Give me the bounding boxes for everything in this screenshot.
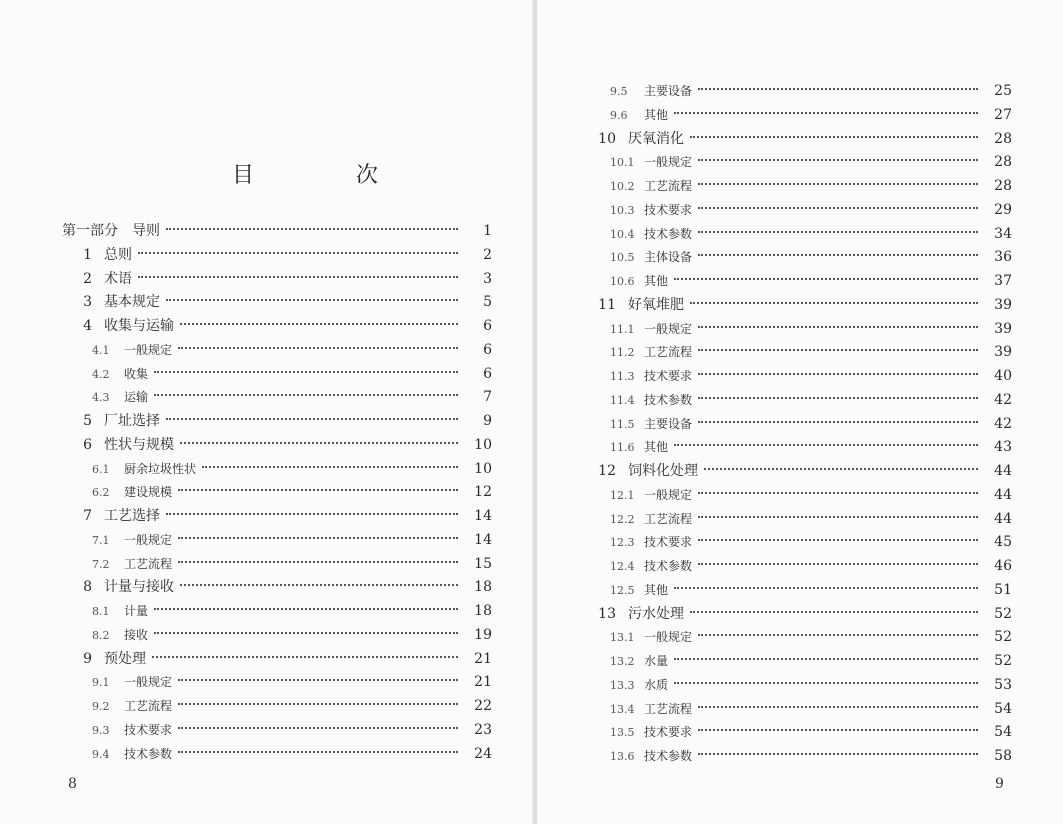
toc-entry[interactable] xyxy=(592,294,1012,318)
toc-entry-page: 12 xyxy=(474,484,492,501)
toc-entry-number: 10.6 xyxy=(610,275,635,288)
toc-title: 目 次 xyxy=(232,163,419,188)
toc-dot-leader xyxy=(674,658,978,660)
toc-entry-title: 其他 xyxy=(644,107,669,122)
toc-list-right xyxy=(592,80,1012,769)
toc-dot-leader xyxy=(138,252,458,254)
toc-entry-title: 一般规定 xyxy=(644,155,693,170)
toc-entry[interactable] xyxy=(62,719,492,743)
toc-entry-page: 34 xyxy=(994,225,1012,242)
toc-entry-page: 42 xyxy=(994,391,1012,408)
toc-entry-title: 技术参数 xyxy=(644,392,693,407)
toc-entry[interactable] xyxy=(592,318,1012,342)
toc-entry-title: 其他 xyxy=(644,274,669,288)
toc-entry[interactable] xyxy=(592,508,1012,532)
toc-dot-leader xyxy=(674,682,978,684)
toc-entry-title: 收集与运输 xyxy=(104,318,174,334)
toc-entry-page: 39 xyxy=(994,296,1012,313)
toc-dot-leader xyxy=(154,632,458,634)
toc-entry-title: 技术要求 xyxy=(644,369,693,383)
toc-entry-number: 12.4 xyxy=(610,560,635,573)
toc-entry[interactable] xyxy=(592,698,1012,722)
toc-entry-title: 预处理 xyxy=(104,650,146,667)
toc-entry-page: 23 xyxy=(474,721,492,738)
toc-entry-title: 厨余垃圾性状 xyxy=(124,461,197,476)
toc-entry-number: 9.6 xyxy=(610,108,628,122)
toc-entry[interactable] xyxy=(62,220,492,244)
toc-dot-leader xyxy=(152,656,458,658)
toc-entry-number: 10.2 xyxy=(610,180,635,193)
toc-entry-page: 40 xyxy=(994,368,1012,384)
toc-dot-leader xyxy=(674,444,978,446)
toc-entry-page: 39 xyxy=(994,344,1012,361)
toc-entry-number: 11.3 xyxy=(610,370,635,383)
toc-entry-title: 水量 xyxy=(644,654,669,668)
toc-entry-page: 28 xyxy=(994,178,1012,194)
toc-entry-number: 11 xyxy=(598,296,616,313)
toc-entry-title: 性状与规模 xyxy=(104,436,174,453)
toc-entry[interactable] xyxy=(592,199,1012,223)
toc-dot-leader xyxy=(698,563,978,565)
toc-entry-number: 10.4 xyxy=(610,227,635,241)
toc-entry-page: 28 xyxy=(994,130,1012,147)
toc-dot-leader xyxy=(178,751,458,753)
toc-entry-page: 18 xyxy=(474,603,492,619)
toc-entry-page: 54 xyxy=(994,700,1012,717)
toc-entry-number: 8.1 xyxy=(92,605,110,618)
toc-dot-leader xyxy=(698,326,978,328)
toc-entry-page: 14 xyxy=(474,531,492,548)
toc-entry[interactable] xyxy=(62,291,492,315)
toc-entry-number: 12.2 xyxy=(610,512,635,526)
toc-entry-page: 44 xyxy=(994,510,1012,527)
toc-entry[interactable] xyxy=(62,505,492,529)
toc-dot-leader xyxy=(166,228,458,230)
toc-entry-title: 技术要求 xyxy=(644,202,693,217)
toc-entry-number: 12.1 xyxy=(610,488,635,502)
toc-entry-title: 基本规定 xyxy=(104,294,160,311)
toc-entry[interactable] xyxy=(592,460,1012,484)
toc-entry-number: 9.4 xyxy=(92,747,110,761)
toc-entry-page: 9 xyxy=(483,413,492,429)
toc-entry-number: 11.1 xyxy=(610,322,635,336)
page-number: 8 xyxy=(68,776,77,792)
toc-dot-leader xyxy=(698,183,978,185)
toc-entry-title: 工艺流程 xyxy=(644,179,693,193)
toc-entry-title: 主体设备 xyxy=(644,250,693,265)
toc-entry[interactable] xyxy=(62,458,492,482)
toc-entry-number: 9.3 xyxy=(92,723,110,737)
toc-entry-title: 工艺流程 xyxy=(124,699,173,713)
toc-entry-title: 厌氧消化 xyxy=(628,130,684,147)
toc-dot-leader xyxy=(690,136,978,138)
toc-dot-leader xyxy=(154,394,458,396)
toc-entry-page: 21 xyxy=(474,650,492,667)
toc-entry-number: 11.5 xyxy=(610,417,635,431)
toc-dot-leader xyxy=(178,347,458,349)
toc-entry-number: 1 xyxy=(83,246,92,263)
toc-entry-number: 6 xyxy=(83,436,92,453)
toc-entry-page: 29 xyxy=(994,201,1012,218)
toc-dot-leader xyxy=(704,468,978,470)
toc-entry-title: 工艺流程 xyxy=(644,701,693,716)
toc-entry[interactable] xyxy=(62,386,492,410)
toc-dot-leader xyxy=(674,278,978,280)
toc-entry-page: 25 xyxy=(994,83,1012,99)
toc-entry[interactable] xyxy=(592,650,1012,674)
toc-dot-leader xyxy=(178,727,458,729)
toc-entry-number: 4.1 xyxy=(92,343,110,357)
toc-entry-number: 9.2 xyxy=(92,700,110,713)
toc-entry-number: 7.1 xyxy=(92,533,110,547)
toc-entry[interactable] xyxy=(62,434,492,458)
toc-entry-title: 其他 xyxy=(644,440,669,455)
toc-entry[interactable] xyxy=(592,175,1012,199)
toc-dot-leader xyxy=(166,513,458,515)
toc-entry-number: 9.1 xyxy=(92,676,110,690)
toc-entry-number: 8 xyxy=(83,579,92,596)
toc-entry-number: 3 xyxy=(83,294,92,311)
toc-entry-title: 工艺流程 xyxy=(644,345,693,360)
toc-dot-leader xyxy=(698,634,978,636)
toc-dot-leader xyxy=(698,159,978,161)
toc-entry[interactable] xyxy=(62,553,492,577)
toc-entry-page: 37 xyxy=(994,273,1012,289)
toc-entry-title: 一般规定 xyxy=(124,342,173,357)
toc-entry-number: 11.4 xyxy=(610,393,635,407)
toc-entry-page: 27 xyxy=(994,106,1012,123)
toc-entry-page: 24 xyxy=(474,745,492,762)
toc-dot-leader xyxy=(698,421,978,423)
toc-entry[interactable] xyxy=(592,531,1012,555)
toc-entry-title: 污水处理 xyxy=(628,605,684,622)
toc-entry[interactable] xyxy=(62,363,492,387)
toc-entry-page: 18 xyxy=(474,579,492,596)
toc-entry-title: 工艺流程 xyxy=(644,511,693,526)
toc-entry-page: 5 xyxy=(483,294,492,311)
toc-entry-page: 36 xyxy=(994,249,1012,266)
toc-dot-leader xyxy=(178,679,458,681)
toc-dot-leader xyxy=(166,418,458,420)
toc-dot-leader xyxy=(698,516,978,518)
toc-entry-title: 主要设备 xyxy=(644,84,693,98)
toc-entry-page: 6 xyxy=(483,341,492,358)
toc-entry[interactable] xyxy=(592,436,1012,460)
toc-entry[interactable] xyxy=(592,80,1012,104)
toc-entry-number: 13.2 xyxy=(610,655,635,668)
toc-entry-title: 运输 xyxy=(124,390,149,405)
toc-entry-number: 10.5 xyxy=(610,251,635,265)
toc-entry[interactable] xyxy=(592,151,1012,175)
toc-entry-number: 13.1 xyxy=(610,631,635,645)
toc-dot-leader xyxy=(178,537,458,539)
toc-entry[interactable] xyxy=(592,223,1012,247)
toc-entry-title: 水质 xyxy=(644,677,669,692)
toc-dot-leader xyxy=(166,299,458,301)
toc-entry-title: 总则 xyxy=(104,246,132,263)
toc-entry-page: 22 xyxy=(474,698,492,714)
toc-entry[interactable] xyxy=(62,695,492,719)
toc-entry[interactable] xyxy=(62,624,492,648)
toc-entry-page: 28 xyxy=(994,154,1012,171)
toc-entry[interactable] xyxy=(592,246,1012,270)
toc-entry[interactable] xyxy=(62,600,492,624)
toc-dot-leader xyxy=(180,442,458,444)
toc-entry-number: 7.2 xyxy=(92,557,110,571)
toc-entry-page: 51 xyxy=(994,581,1012,598)
toc-dot-leader xyxy=(178,561,458,563)
toc-entry-title: 工艺流程 xyxy=(124,556,173,571)
toc-dot-leader xyxy=(690,302,978,304)
toc-entry-page: 6 xyxy=(483,365,492,382)
toc-dot-leader xyxy=(698,753,978,755)
toc-entry-title: 好氧堆肥 xyxy=(628,296,684,313)
toc-entry[interactable] xyxy=(592,674,1012,698)
toc-entry-title: 饲料化处理 xyxy=(628,463,698,479)
toc-entry-title: 一般规定 xyxy=(644,321,693,336)
toc-entry[interactable] xyxy=(592,413,1012,437)
toc-dot-leader xyxy=(178,489,458,491)
toc-entry-page: 53 xyxy=(994,676,1012,693)
toc-entry-title: 技术要求 xyxy=(644,725,693,740)
toc-dot-leader xyxy=(698,88,978,90)
toc-dot-leader xyxy=(690,611,978,613)
toc-entry-title: 技术参数 xyxy=(644,226,693,241)
toc-entry-number: 12 xyxy=(598,463,616,479)
toc-dot-leader xyxy=(698,397,978,399)
toc-entry-title: 第一部分 导则 xyxy=(62,223,160,239)
toc-dot-leader xyxy=(698,207,978,209)
page-number: 9 xyxy=(995,776,1004,792)
toc-entry-title: 接收 xyxy=(124,627,149,642)
toc-entry-number: 2 xyxy=(83,270,92,287)
toc-entry[interactable] xyxy=(592,626,1012,650)
toc-entry-page: 39 xyxy=(994,320,1012,337)
toc-entry[interactable] xyxy=(592,270,1012,294)
toc-entry-number: 4 xyxy=(83,318,92,334)
toc-entry[interactable] xyxy=(592,555,1012,579)
toc-entry-page: 45 xyxy=(994,534,1012,551)
toc-entry[interactable] xyxy=(592,721,1012,745)
toc-list-left xyxy=(62,220,492,766)
toc-entry[interactable] xyxy=(62,339,492,363)
toc-entry-title: 建设规模 xyxy=(124,485,173,500)
toc-entry-number: 11.2 xyxy=(610,346,635,360)
toc-entry[interactable] xyxy=(62,743,492,767)
toc-entry-title: 技术参数 xyxy=(644,559,693,573)
toc-entry[interactable] xyxy=(592,128,1012,152)
toc-entry-page: 6 xyxy=(483,318,492,334)
toc-entry-number: 6.1 xyxy=(92,462,110,476)
toc-entry-page: 43 xyxy=(994,439,1012,456)
toc-entry-page: 46 xyxy=(994,558,1012,574)
toc-entry[interactable] xyxy=(62,481,492,505)
toc-entry-title: 技术要求 xyxy=(644,535,693,550)
toc-dot-leader xyxy=(202,466,458,468)
toc-dot-leader xyxy=(180,323,458,325)
toc-entry[interactable] xyxy=(592,104,1012,128)
toc-entry[interactable] xyxy=(62,576,492,600)
toc-entry-title: 术语 xyxy=(104,270,132,287)
toc-entry-page: 52 xyxy=(994,605,1012,622)
toc-entry[interactable] xyxy=(592,484,1012,508)
toc-entry-page: 44 xyxy=(994,486,1012,503)
toc-entry-page: 15 xyxy=(474,555,492,572)
toc-entry-title: 一般规定 xyxy=(644,630,693,645)
toc-entry-number: 13.6 xyxy=(610,750,635,763)
toc-entry-page: 1 xyxy=(483,223,492,239)
toc-dot-leader xyxy=(138,276,458,278)
toc-entry-number: 10.1 xyxy=(610,156,635,170)
toc-entry-number: 4.3 xyxy=(92,391,110,405)
toc-entry-number: 6.2 xyxy=(92,486,110,500)
toc-entry-title: 收集 xyxy=(124,366,149,381)
toc-entry-page: 3 xyxy=(483,270,492,287)
toc-dot-leader xyxy=(698,231,978,233)
toc-entry-title: 计量 xyxy=(124,604,149,618)
toc-entry-number: 5 xyxy=(83,413,92,429)
toc-entry-number: 13.4 xyxy=(610,702,635,716)
toc-entry-title: 其他 xyxy=(644,582,669,597)
toc-dot-leader xyxy=(674,587,978,589)
toc-entry[interactable] xyxy=(62,529,492,553)
toc-entry-number: 10.3 xyxy=(610,203,635,217)
toc-entry-title: 厂址选择 xyxy=(104,413,160,429)
toc-dot-leader xyxy=(154,608,458,610)
toc-entry-number: 10 xyxy=(598,130,616,147)
toc-entry-number: 13.3 xyxy=(610,678,635,692)
toc-entry-page: 54 xyxy=(994,724,1012,741)
toc-entry-number: 13.5 xyxy=(610,726,635,740)
toc-entry-page: 44 xyxy=(994,463,1012,479)
toc-entry-number: 7 xyxy=(83,508,92,524)
toc-entry[interactable] xyxy=(592,365,1012,389)
toc-entry-page: 21 xyxy=(474,674,492,691)
toc-dot-leader xyxy=(674,112,978,114)
toc-entry[interactable] xyxy=(592,745,1012,769)
toc-entry[interactable] xyxy=(62,671,492,695)
toc-entry-page: 52 xyxy=(994,653,1012,669)
toc-entry[interactable] xyxy=(62,410,492,434)
toc-entry-page: 14 xyxy=(474,508,492,524)
toc-entry-title: 一般规定 xyxy=(124,675,173,690)
toc-entry-title: 一般规定 xyxy=(124,532,173,547)
toc-entry-number: 4.2 xyxy=(92,367,110,381)
toc-entry-number: 13 xyxy=(598,605,616,622)
toc-dot-leader xyxy=(698,729,978,731)
toc-entry-title: 计量与接收 xyxy=(104,579,174,596)
toc-dot-leader xyxy=(180,584,458,586)
toc-entry[interactable] xyxy=(62,268,492,292)
toc-entry-number: 8.2 xyxy=(92,628,110,642)
toc-entry-title: 技术参数 xyxy=(124,746,173,761)
toc-entry-title: 工艺选择 xyxy=(104,508,160,524)
toc-entry[interactable] xyxy=(62,648,492,672)
toc-entry-title: 一般规定 xyxy=(644,487,693,502)
toc-entry-number: 12.5 xyxy=(610,583,635,597)
toc-entry-page: 52 xyxy=(994,629,1012,646)
toc-entry-page: 10 xyxy=(474,460,492,477)
toc-entry-number: 9.5 xyxy=(610,85,628,98)
toc-entry-number: 9 xyxy=(83,650,92,667)
toc-entry-number: 12.3 xyxy=(610,536,635,550)
toc-entry[interactable] xyxy=(592,579,1012,603)
toc-dot-leader xyxy=(698,254,978,256)
toc-entry[interactable] xyxy=(592,389,1012,413)
toc-dot-leader xyxy=(698,706,978,708)
toc-dot-leader xyxy=(698,539,978,541)
toc-entry[interactable] xyxy=(62,244,492,268)
toc-entry-title: 主要设备 xyxy=(644,416,693,431)
toc-entry[interactable] xyxy=(592,603,1012,627)
toc-entry-page: 19 xyxy=(474,626,492,643)
toc-dot-leader xyxy=(178,703,458,705)
toc-entry-page: 7 xyxy=(483,389,492,406)
toc-entry[interactable] xyxy=(62,315,492,339)
toc-dot-leader xyxy=(698,373,978,375)
toc-dot-leader xyxy=(698,349,978,351)
toc-entry[interactable] xyxy=(592,341,1012,365)
toc-dot-leader xyxy=(154,371,458,373)
toc-entry-page: 2 xyxy=(483,246,492,263)
toc-entry-page: 58 xyxy=(994,748,1012,764)
toc-entry-page: 10 xyxy=(474,436,492,453)
toc-dot-leader xyxy=(698,492,978,494)
toc-entry-number: 11.6 xyxy=(610,441,635,455)
toc-entry-page: 42 xyxy=(994,415,1012,432)
toc-entry-title: 技术要求 xyxy=(124,722,173,737)
toc-entry-title: 技术参数 xyxy=(644,749,693,763)
